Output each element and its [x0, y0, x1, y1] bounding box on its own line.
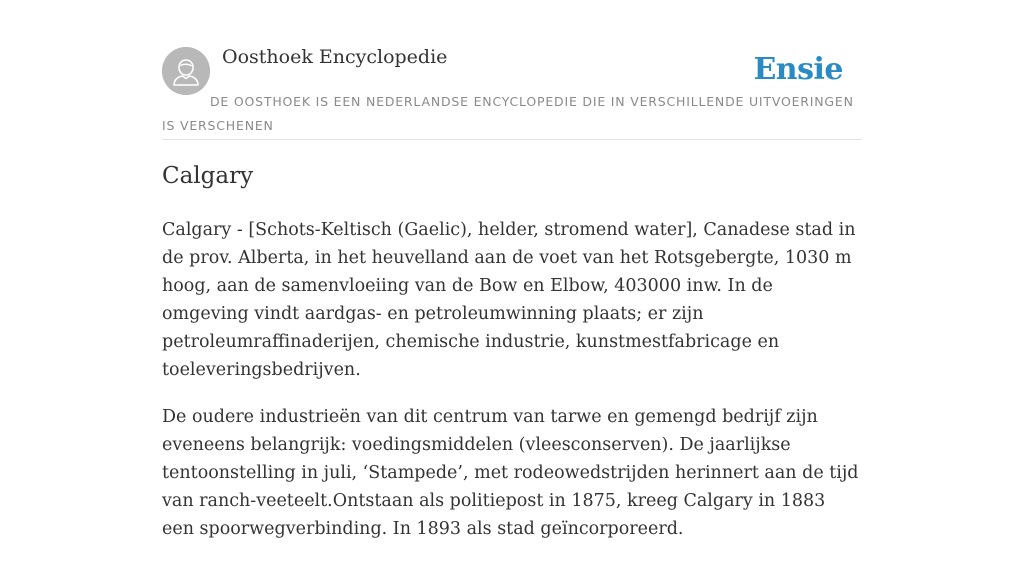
publication-tagline: DE OOSTHOEK IS EEN NEDERLANDSE ENCYCLOPEDIE DIE IN VERSCHILLENDE UITVOERINGEN IS VERSCHENEN — [162, 94, 854, 133]
article-title: Calgary — [162, 163, 254, 189]
article-paragraph: De oudere industrieën van dit centrum van tarwe en gemengd bedrijf zijn eveneens belangrijk: voedingsmiddelen (vleesconserven). De jaarlijkse tentoonstelling in juli, ‘Stampede’, met rodeowedstrijden herinnert aan de tijd van ranch-veeteelt.Ontstaan als politiepost in 1875, kreeg Calgary in 1883 een spoorwegverbinding. In 1893 als stad geïncorporeerd. — [162, 407, 859, 539]
publication-name-link[interactable]: Oosthoek Encyclopedie — [222, 46, 448, 68]
publication-avatar[interactable] — [162, 47, 210, 95]
header-divider — [162, 139, 862, 140]
article-paragraph: Calgary - [Schots-Keltisch (Gaelic), helder, stromend water], Canadese stad in de prov. Alberta, in het heuvelland aan de voet van het Rotsgebergte, 1030 m hoog, aan de samenvloeiing van de Bow en Elbow, 403000 inw. In de omgeving vindt aardgas- en petroleumwinning plaats; er zijn petroleumraffinaderijen, chemische industrie, kunstmestfabricage en toeleveringsbedrijven. — [162, 220, 856, 380]
article-body — [162, 216, 862, 562]
ensie-logo-link[interactable]: Ensie — [753, 52, 843, 87]
user-icon — [162, 47, 210, 95]
